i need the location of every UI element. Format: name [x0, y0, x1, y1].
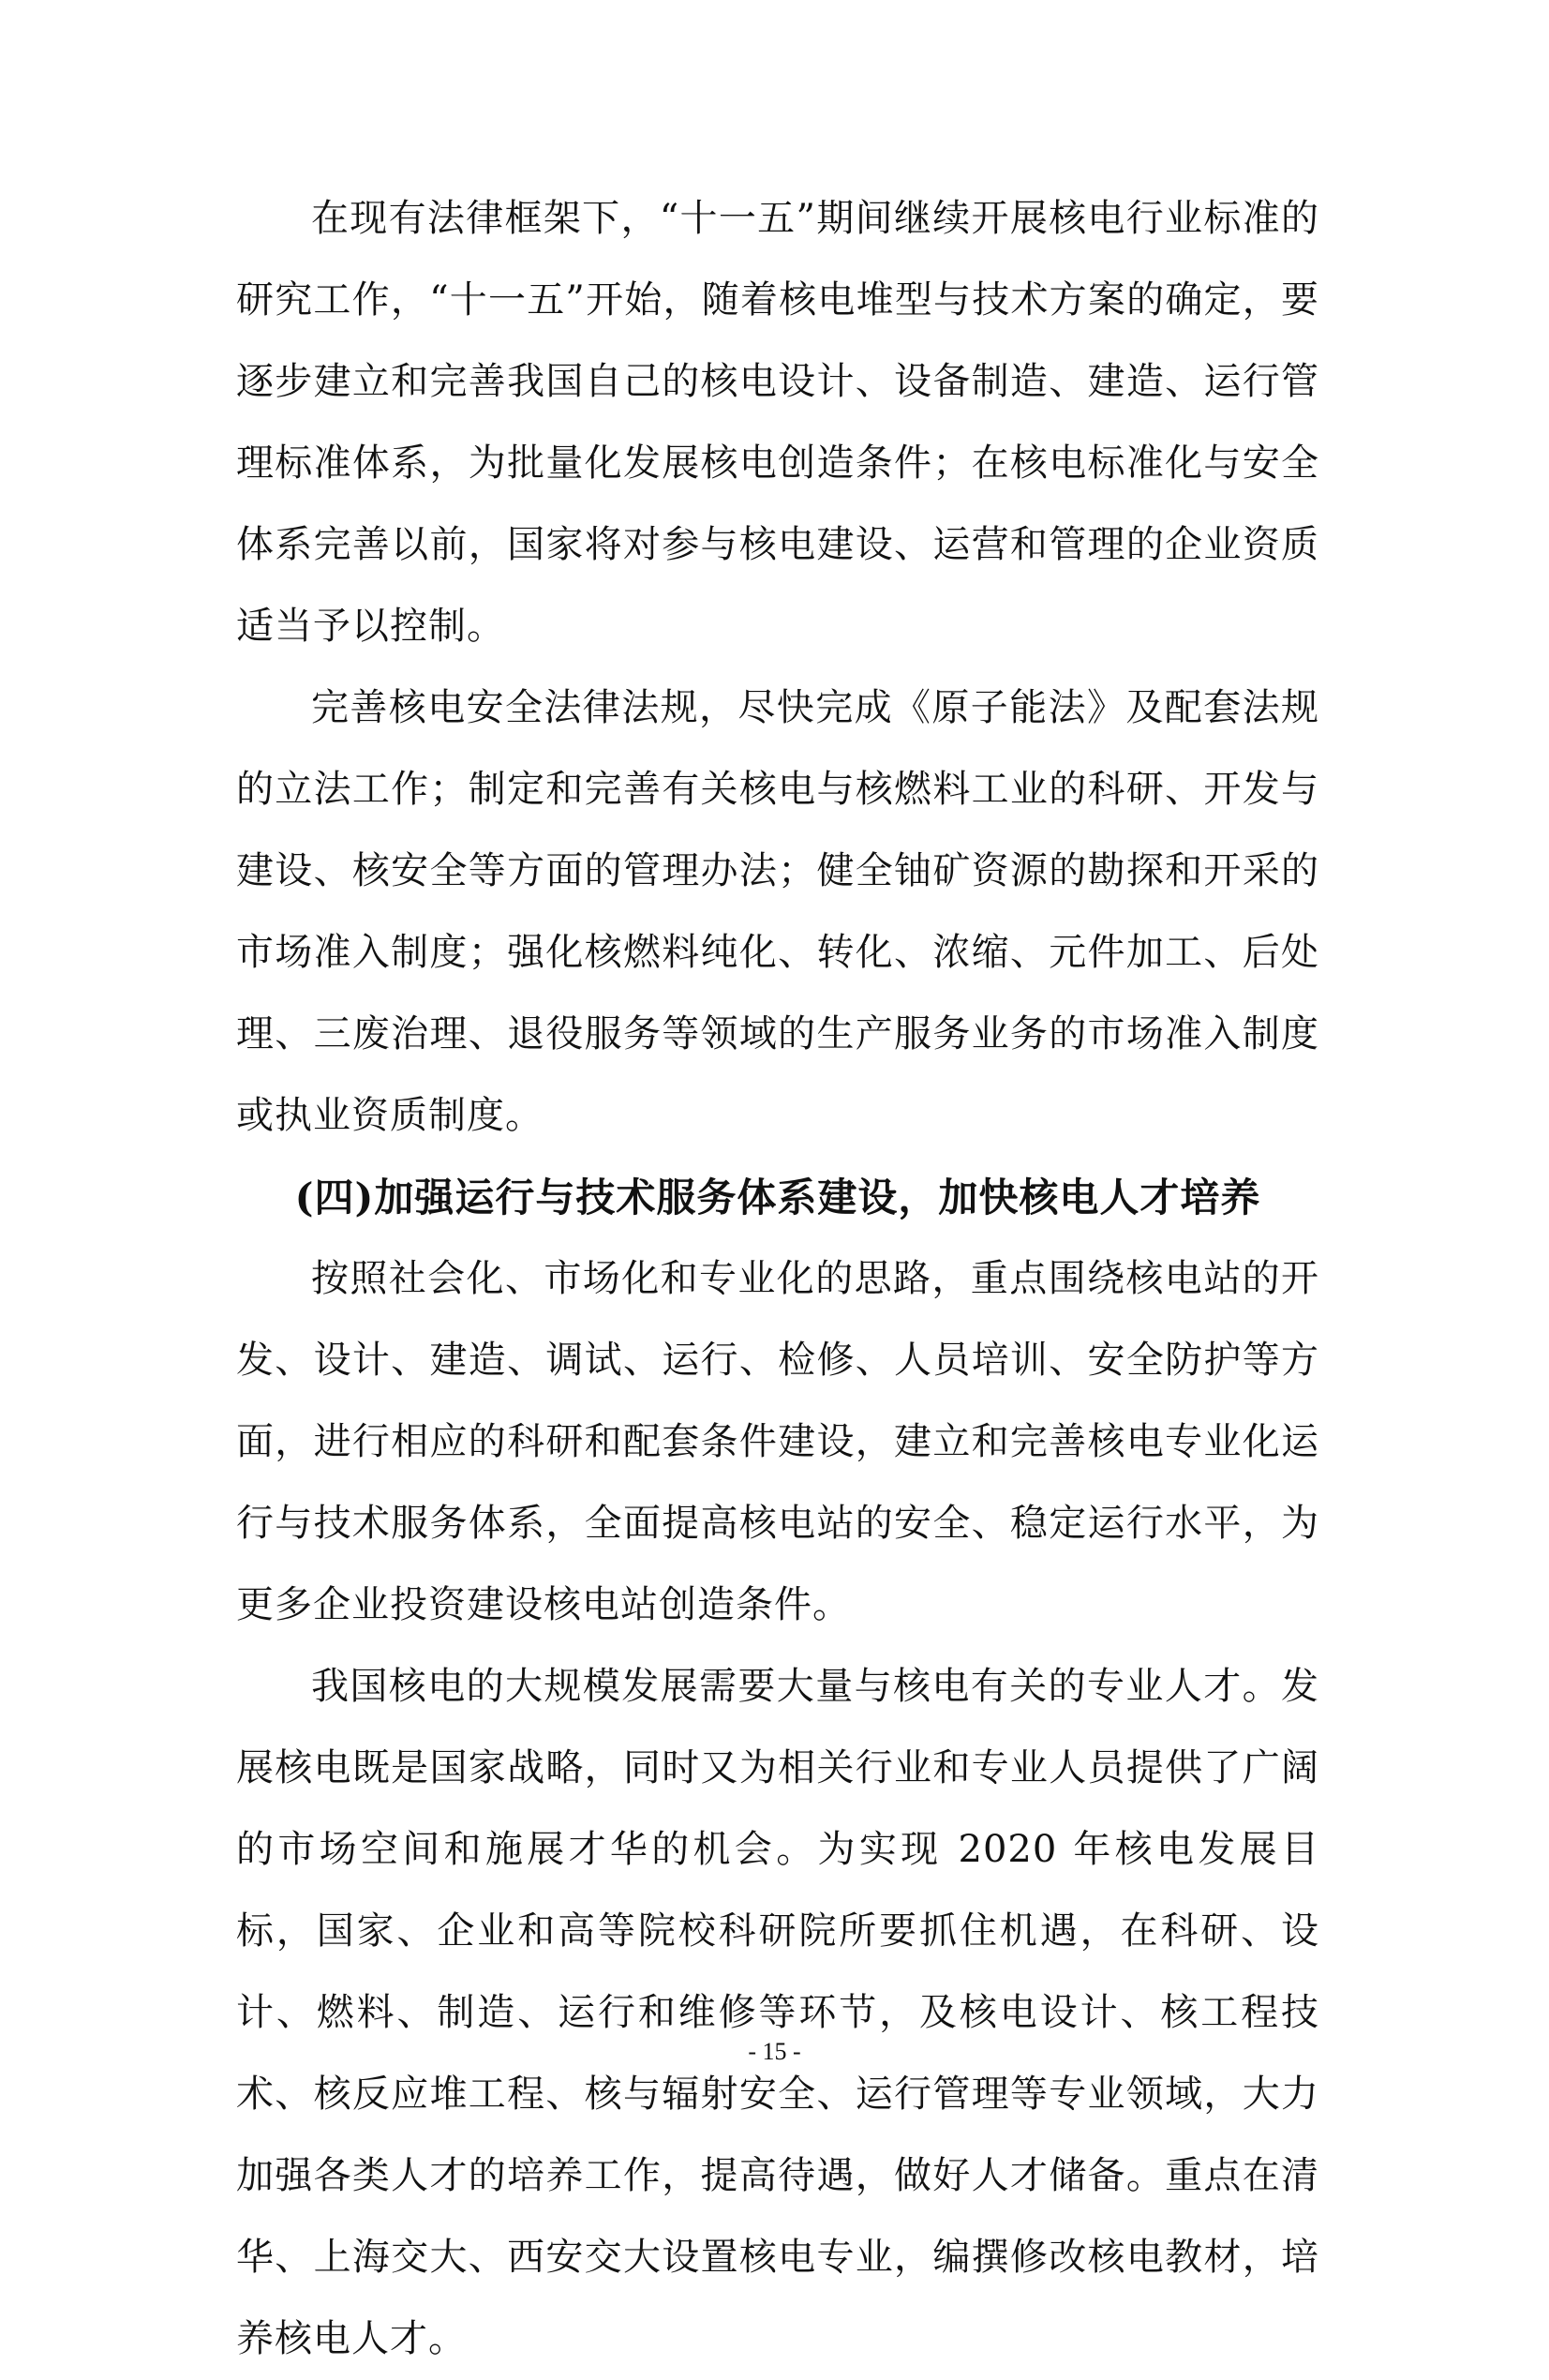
paragraph-service-system: 按照社会化、市场化和专业化的思路，重点围绕核电站的开发、设计、建造、调试、运行、检修、人员培训、安全防护等方面，进行相应的科研和配套条件建设，建立和完善核电专业化运行与技术服务体系，全面提高核电站的安全、稳定运行水平，为更多企业投资建设核电站创造条件。: [236, 1257, 1319, 1626]
paragraph-standards: 在现有法律框架下，“十一五”期间继续开展核电行业标准的研究工作，“十一五”开始，随着核电堆型与技术方案的确定，要逐步建立和完善我国自己的核电设计、设备制造、建造、运行管理标准体系，为批量化发展核电创造条件；在核电标准化与安全体系完善以前，国家将对参与核电建设、运营和管理的企业资质适当予以控制。: [236, 197, 1319, 648]
section-heading: (四)加强运行与技术服务体系建设，加快核电人才培养: [294, 1175, 1261, 1220]
paragraph-talent: 我国核电的大规模发展需要大量与核电有关的专业人才。发展核电既是国家战略，同时又为相关行业和专业人员提供了广阔的市场空间和施展才华的机会。为实现 2020 年核电发展目标，国家、企业和高等院校科研院所要抓住机遇，在科研、设计、燃料、制造、运行和维修等环节，及核电设计、核工程技术、核反应堆工程、核与辐射安全、运行管理等专业领域，大力加强各类人才的培养工作，提高待遇，做好人才储备。重点在清华、上海交大、西安交大设置核电专业，编撰修改核电教材，培养核电人才。: [236, 1665, 1319, 2360]
paragraph-regulations: 完善核电安全法律法规，尽快完成《原子能法》及配套法规的立法工作；制定和完善有关核电与核燃料工业的科研、开发与建设、核安全等方面的管理办法；健全铀矿资源的勘探和开采的市场准入制度；强化核燃料纯化、转化、浓缩、元件加工、后处理、三废治理、退役服务等领域的生产服务业务的市场准入制度或执业资质制度。: [236, 686, 1319, 1137]
page-number: - 15 -: [748, 2038, 801, 2065]
